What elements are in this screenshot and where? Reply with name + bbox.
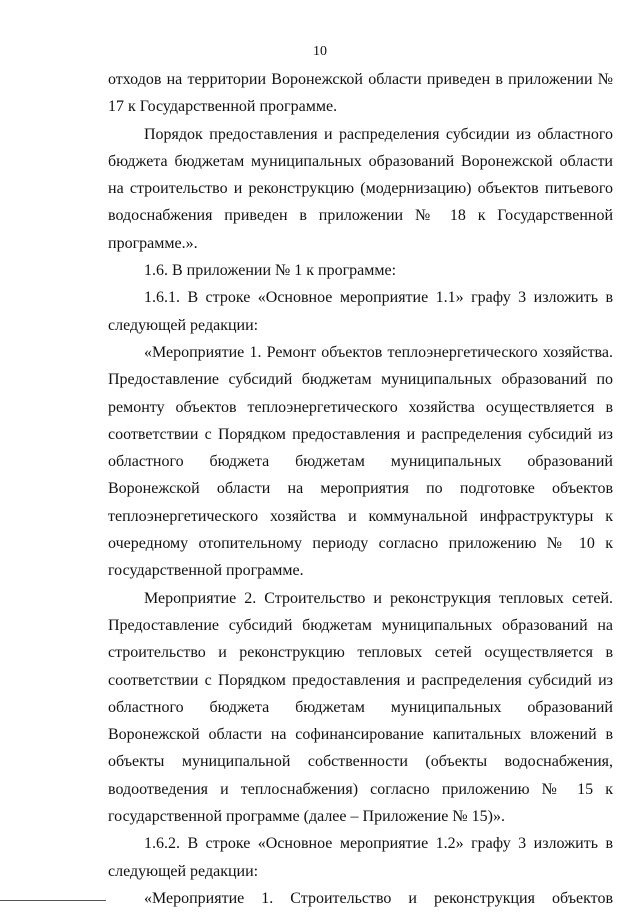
page-number: 10 — [313, 44, 327, 59]
paragraph-section-1-6-1: 1.6.1. В строке «Основное мероприятие 1.1» графу 3 изложить в следующей редакции: — [108, 289, 613, 334]
paragraph-continuation: отходов на территории Воронежской области приведен в приложении № 17 к Государственной программе. — [108, 71, 613, 116]
paragraph-measure-2: Мероприятие 2. Строительство и реконструкция тепловых сетей. Предоставление субсидий бюджетам муниципальных образований на строительство и реконструкцию тепловых сетей осуществляется в соответствии с Порядком предоставления и распределения субсидий из областного бюджета бюджетам муниципальных образований Воронежской области на софинансирование капитальных вложений в объекты муниципальной собственности (объекты водоснабжения, водоотведения и теплоснабжения) согласно приложению № 15 к государственной программе (далее – Приложение № 15)». — [108, 589, 613, 826]
paragraph-measure-1-construction: «Мероприятие 1. Строительство и реконструкция объектов — [144, 889, 613, 907]
paragraph-section-1-6-2: 1.6.2. В строке «Основное мероприятие 1.2» графу 3 изложить в следующей редакции: — [108, 835, 613, 880]
paragraph-subsidy-procedure: Порядок предоставления и распределения субсидии из областного бюджета бюджетам муниципальных образований Воронежской области на строительство и реконструкцию (модернизацию) объектов питьевого водоснабжения приведен в приложении № 18 к Государственной программе.». — [108, 125, 613, 252]
paragraph-section-1-6: 1.6. В приложении № 1 к программе: — [144, 262, 397, 280]
footnote-divider — [0, 900, 106, 901]
document-body — [108, 66, 613, 912]
paragraph-measure-1: «Мероприятие 1. Ремонт объектов теплоэнергетического хозяйства. Предоставление субсидий бюджетам муниципальных образований по ремонту объектов теплоэнергетического хозяйства осуществляется в соответствии с Порядком предоставления и распределения субсидий из областного бюджета бюджетам муниципальных образований Воронежской области на мероприятия по подготовке объектов теплоэнергетического хозяйства и коммунальной инфраструктуры к очередному отопительному периоду согласно приложению № 10 к государственной программе. — [108, 343, 613, 580]
